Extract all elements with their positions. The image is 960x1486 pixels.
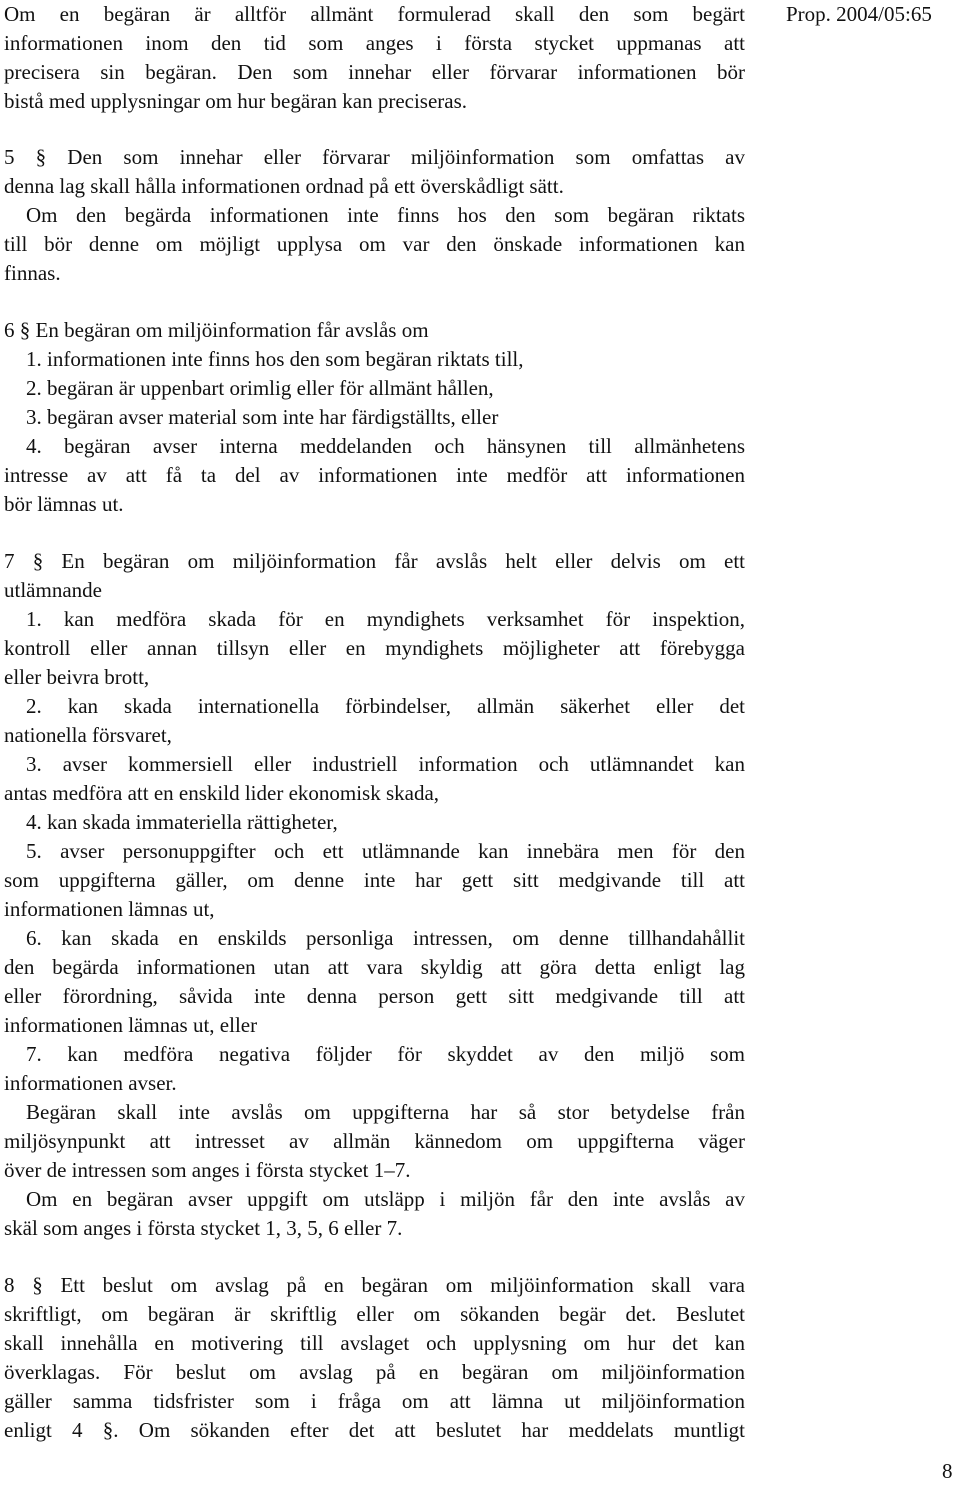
text-line: denna lag skall hålla informationen ordnad på ett överskådligt sätt. bbox=[4, 174, 564, 198]
text-line: precisera sin begäran. Den som innehar eller förvarar informationen bör bbox=[4, 60, 745, 84]
list-item: 4. kan skada immateriella rättigheter, bbox=[26, 810, 338, 834]
text-line: kontroll eller annan tillsyn eller en myndighets möjligheter att förebygga bbox=[4, 636, 745, 660]
section-6-heading-line: 6 § En begäran om miljöinformation får avslås om bbox=[4, 318, 429, 342]
text-line: eller beivra brott, bbox=[4, 665, 150, 689]
text-line: som uppgifterna gäller, om denne inte har gett sitt medgivande till att bbox=[4, 868, 745, 892]
section-5-heading-line: 5 § Den som innehar eller förvarar miljöinformation som omfattas av bbox=[4, 145, 745, 169]
text-line: Om en begäran är alltför allmänt formulerad skall den som begärt bbox=[4, 2, 745, 26]
text-line: informationen avser. bbox=[4, 1071, 177, 1095]
list-item: 4. begäran avser interna meddelanden och hänsynen till allmänhetens bbox=[26, 434, 745, 458]
text-line: Om en begäran avser uppgift om utsläpp i miljön får den inte avslås av bbox=[26, 1187, 745, 1211]
text-line: informationen inom den tid som anges i första stycket uppmanas att bbox=[4, 31, 745, 55]
text-line: antas medföra att en enskild lider ekonomisk skada, bbox=[4, 781, 440, 805]
text-line: miljösynpunkt att intresset av allmän kännedom om uppgifterna väger bbox=[4, 1129, 745, 1153]
text-line: till bör denne om möjligt upplysa om var den önskade informationen kan bbox=[4, 232, 745, 256]
text-line: skäl som anges i första stycket 1, 3, 5, 6 eller 7. bbox=[4, 1216, 403, 1240]
text-line: informationen lämnas ut, bbox=[4, 897, 215, 921]
text-line: skall innehålla en motivering till avslaget och upplysning om hur det kan bbox=[4, 1331, 745, 1355]
list-item: 3. begäran avser material som inte har färdigställts, eller bbox=[26, 405, 499, 429]
text-line: bistå med upplysningar om hur begäran kan preciseras. bbox=[4, 89, 468, 113]
section-8-heading-line: 8 § Ett beslut om avslag på en begäran om miljöinformation skall vara bbox=[4, 1273, 745, 1297]
text-line: utlämnande bbox=[4, 578, 102, 602]
text-line: över de intressen som anges i första stycket 1–7. bbox=[4, 1158, 411, 1182]
section-7-heading-line: 7 § En begäran om miljöinformation får avslås helt eller delvis om ett bbox=[4, 549, 745, 573]
text-line: intresse av att få ta del av informationen inte medför att informationen bbox=[4, 463, 745, 487]
text-line: överklagas. För beslut om avslag på en begäran om miljöinformation bbox=[4, 1360, 745, 1384]
text-line: gäller samma tidsfrister som i fråga om att lämna ut miljöinformation bbox=[4, 1389, 745, 1413]
list-item: 6. kan skada en enskilds personliga intressen, om denne tillhandahållit bbox=[26, 926, 745, 950]
text-line: bör lämnas ut. bbox=[4, 492, 124, 516]
text-line: enligt 4 §. Om sökanden efter det att beslutet har meddelats muntligt bbox=[4, 1418, 745, 1442]
text-line: eller förordning, såvida inte denna person gett sitt medgivande till att bbox=[4, 984, 745, 1008]
list-item: 7. kan medföra negativa följder för skyddet av den miljö som bbox=[26, 1042, 745, 1066]
text-line: informationen lämnas ut, eller bbox=[4, 1013, 258, 1037]
text-line: nationella försvaret, bbox=[4, 723, 172, 747]
list-item: 3. avser kommersiell eller industriell information och utlämnandet kan bbox=[26, 752, 745, 776]
text-line: Om den begärda informationen inte finns hos den som begäran riktats bbox=[26, 203, 745, 227]
text-line: skriftligt, om begäran är skriftlig eller om sökanden begär det. Beslutet bbox=[4, 1302, 745, 1326]
text-line: finnas. bbox=[4, 261, 61, 285]
proposition-reference: Prop. 2004/05:65 bbox=[786, 2, 932, 26]
list-item: 1. informationen inte finns hos den som begäran riktats till, bbox=[26, 347, 524, 371]
text-line: Begäran skall inte avslås om uppgifterna har så stor betydelse från bbox=[26, 1100, 745, 1124]
list-item: 2. kan skada internationella förbindelser, allmän säkerhet eller det bbox=[26, 694, 745, 718]
list-item: 1. kan medföra skada för en myndighets verksamhet för inspektion, bbox=[26, 607, 745, 631]
list-item: 5. avser personuppgifter och ett utlämnande kan innebära men för den bbox=[26, 839, 745, 863]
page-number: 8 bbox=[942, 1459, 953, 1483]
text-line: den begärda informationen utan att vara skyldig att göra detta enligt lag bbox=[4, 955, 745, 979]
list-item: 2. begäran är uppenbart orimlig eller för allmänt hållen, bbox=[26, 376, 494, 400]
